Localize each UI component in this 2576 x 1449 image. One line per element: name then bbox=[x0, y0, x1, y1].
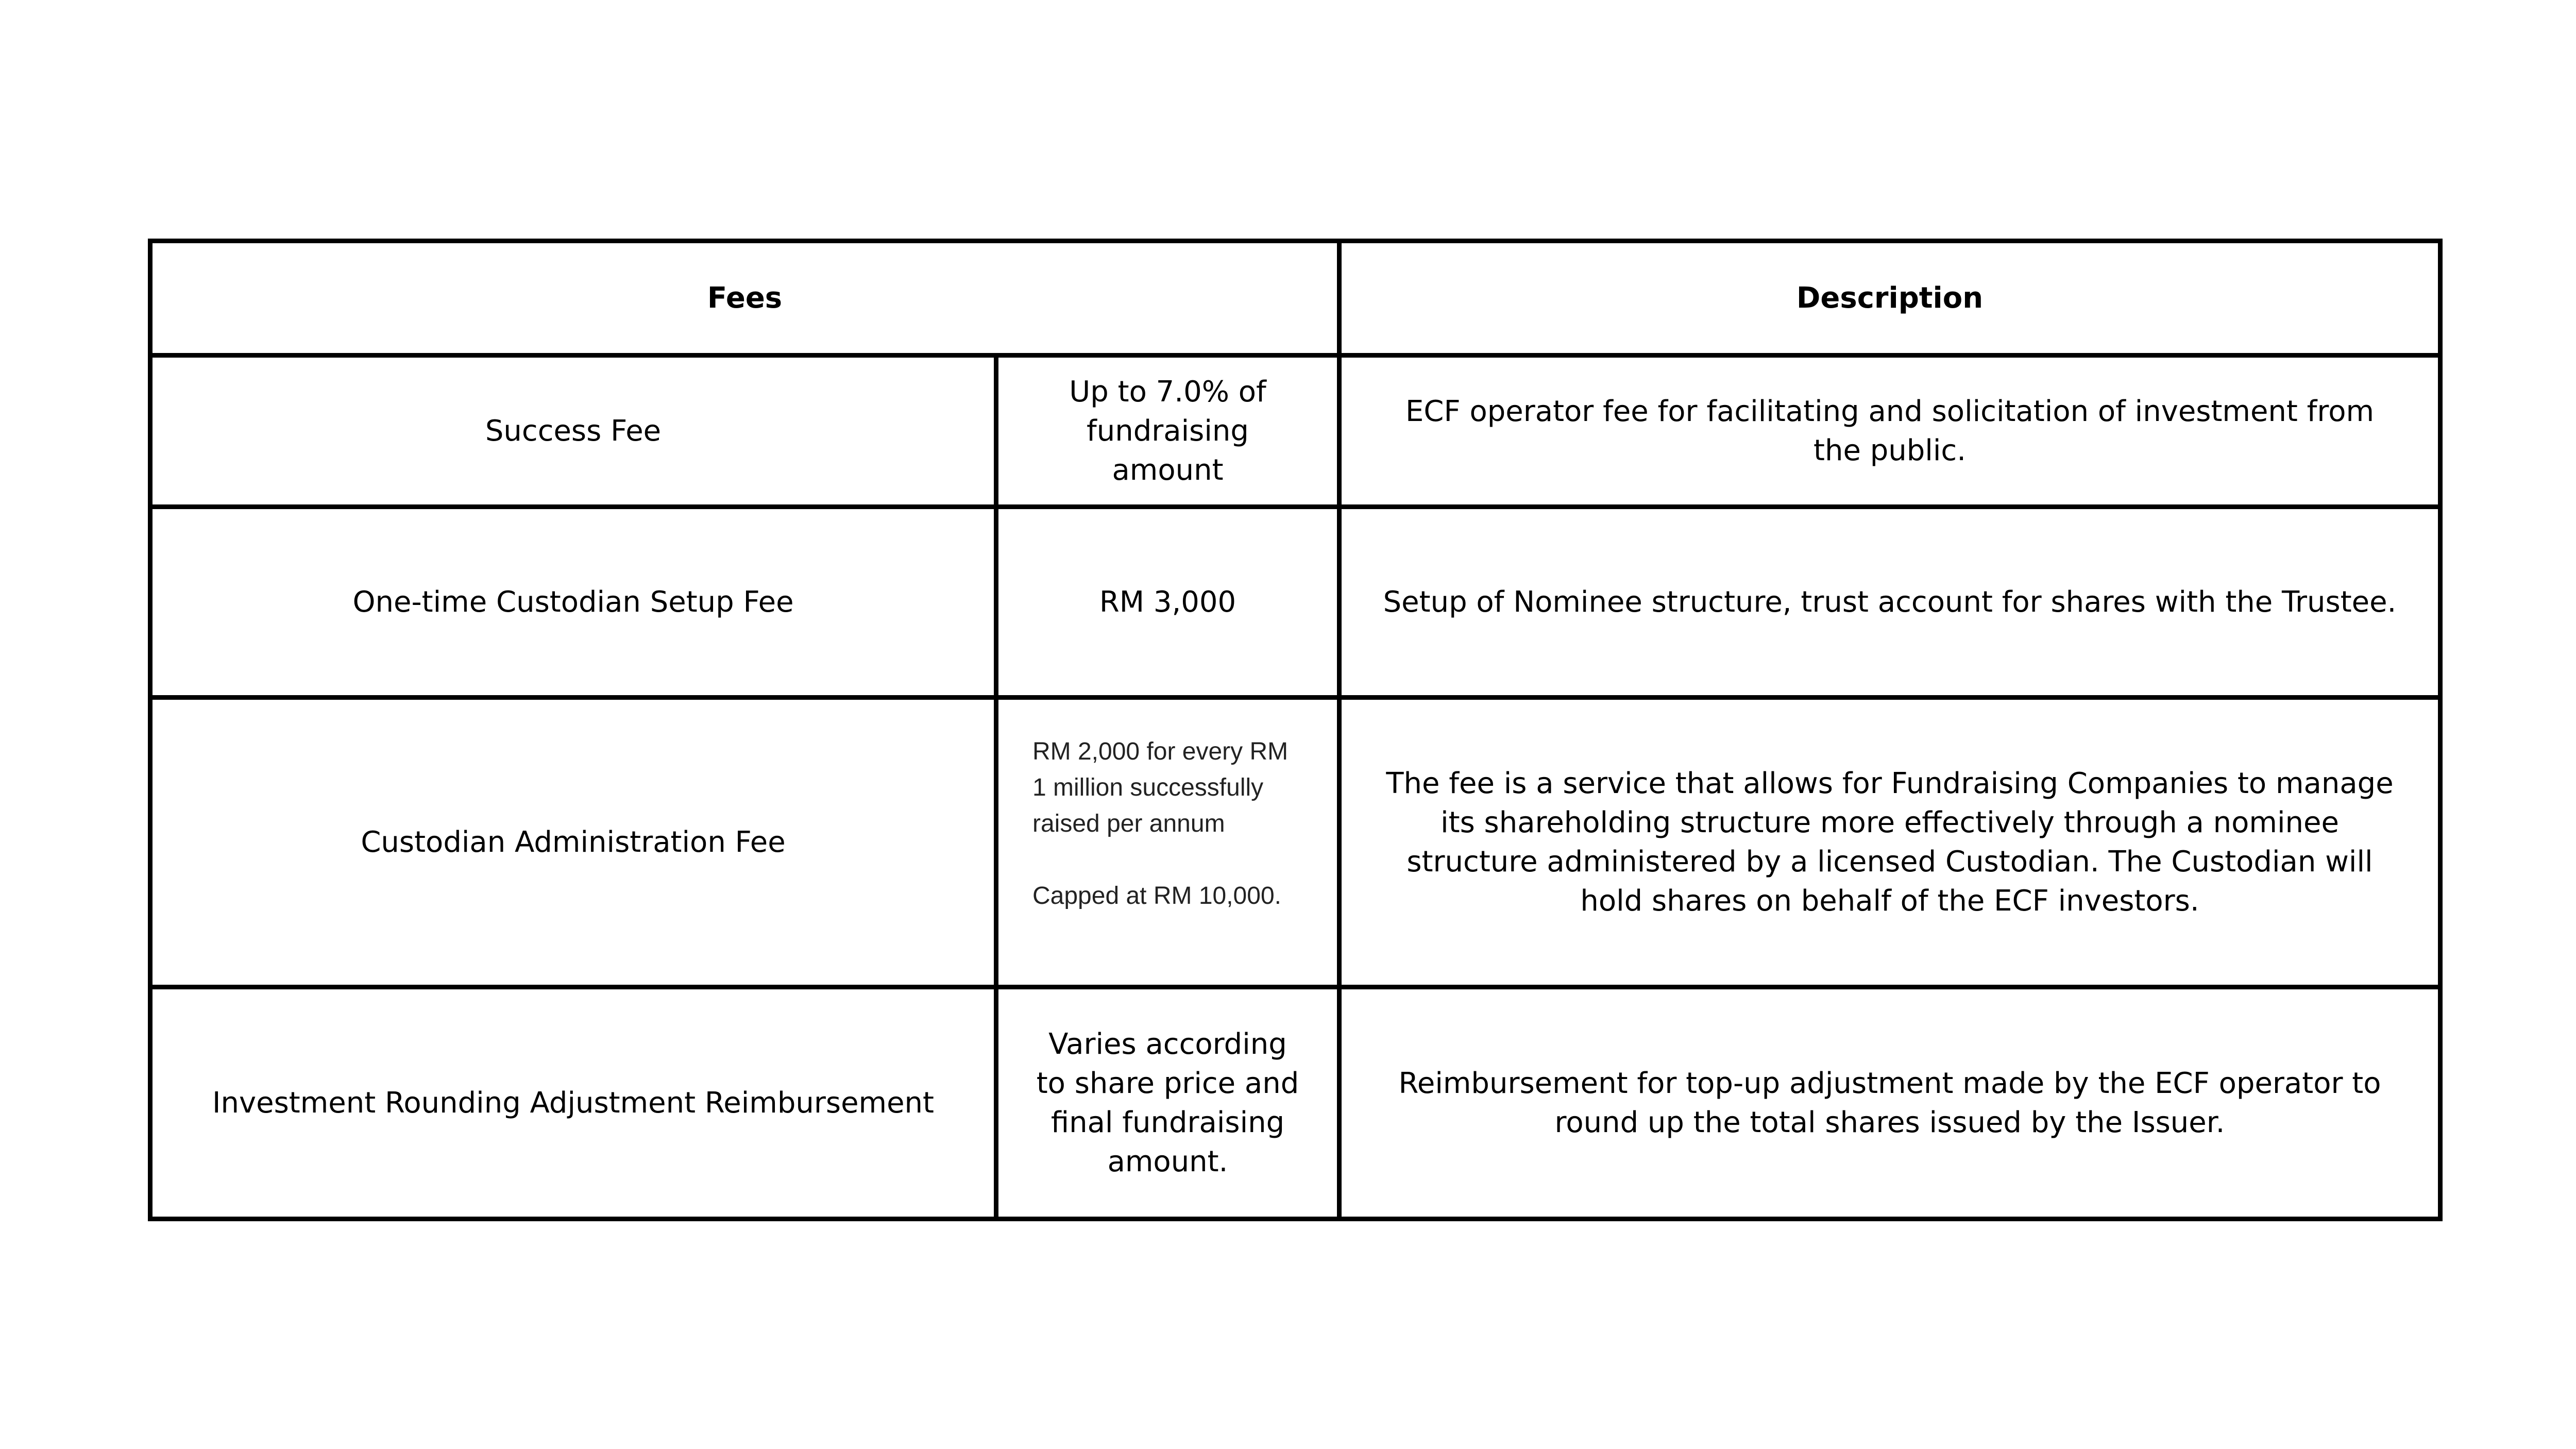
fee-description: Setup of Nominee structure, trust account for shares with the Trustee. bbox=[1340, 507, 2441, 698]
fee-amount-main: RM 2,000 for every RM 1 million successfully raised per annum bbox=[1032, 738, 1289, 837]
fee-amount-cap-note: Capped at RM 10,000. bbox=[1032, 882, 1281, 909]
fee-description: ECF operator fee for facilitating and solicitation of investment from the public. bbox=[1340, 356, 2441, 507]
fee-amount bbox=[996, 698, 1340, 987]
fee-description: Reimbursement for top-up adjustment made by the ECF operator to round up the total shares issued by the Issuer. bbox=[1340, 987, 2441, 1219]
fee-amount: RM 3,000 bbox=[996, 507, 1340, 698]
fee-amount: Varies according to share price and final fundraising amount. bbox=[996, 987, 1340, 1219]
fee-name: Custodian Administration Fee bbox=[150, 698, 996, 987]
fee-name: Success Fee bbox=[150, 356, 996, 507]
table-row bbox=[150, 507, 2441, 698]
table-row bbox=[150, 698, 2441, 987]
fee-name: Investment Rounding Adjustment Reimbursement bbox=[150, 987, 996, 1219]
fee-description: The fee is a service that allows for Fundraising Companies to manage its shareholding structure more effectively through a nominee structure administered by a licensed Custodian. The Custodian will hold shares on behalf of the ECF investors. bbox=[1340, 698, 2441, 987]
header-fees: Fees bbox=[150, 241, 1340, 356]
table-header-row bbox=[150, 241, 2441, 356]
fee-name: One-time Custodian Setup Fee bbox=[150, 507, 996, 698]
fee-amount: Up to 7.0% of fundraising amount bbox=[996, 356, 1340, 507]
fees-table bbox=[148, 239, 2443, 1221]
table-row bbox=[150, 987, 2441, 1219]
table-row bbox=[150, 356, 2441, 507]
header-description: Description bbox=[1340, 241, 2441, 356]
